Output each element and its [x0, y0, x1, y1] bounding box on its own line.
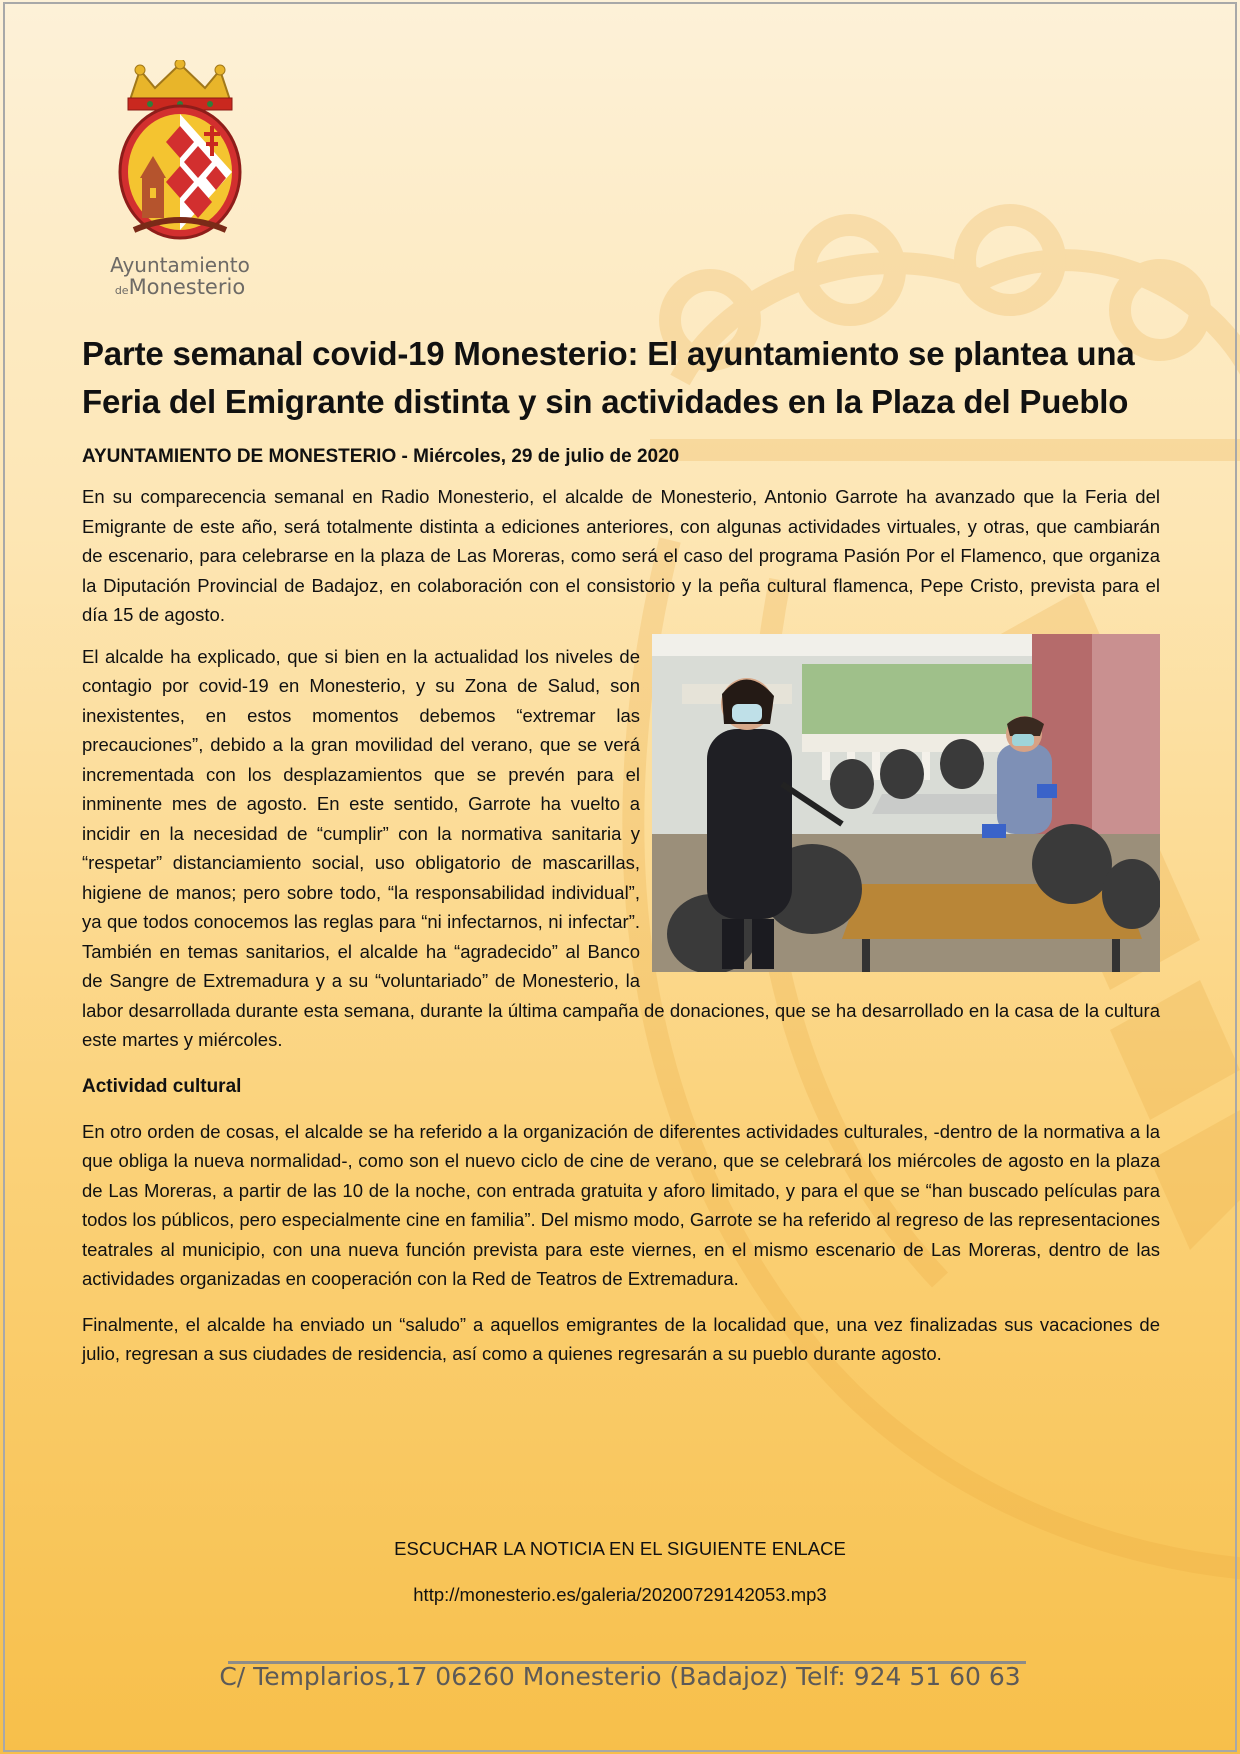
terrace-disinfection-photo [652, 634, 1160, 972]
logo-line-1: Ayuntamiento [110, 253, 250, 277]
listen-label: ESCUCHAR LA NOTICIA EN EL SIGUIENTE ENLACE [394, 1538, 846, 1559]
article-title: Parte semanal covid-19 Monesterio: El ayuntamiento se plantea una Feria del Emigrante distinta y sin actividades en la Plaza del Pueblo [82, 335, 1135, 420]
section-heading-cultural: Actividad cultural [82, 1075, 242, 1097]
coat-of-arms-icon [110, 60, 250, 255]
logo-caption [100, 255, 260, 298]
logo-line-2: de [114, 284, 129, 297]
logo-line-3: Monesterio [128, 275, 246, 299]
paragraph-1: En su comparecencia semanal en Radio Monesterio, el alcalde de Monesterio, Antonio Garrote ha avanzado que la Feria del Emigrante de este año, será totalmente distinta a ediciones anteriores, con algunas actividades virtuales, y otras, que cambiarán de escenario, para celebrarse en la plaza de Las Moreras, como será el caso del programa Pasión Por el Flamenco, que organiza la Diputación Provincial de Badajoz, en colaboración con el consistorio y la peña cultural flamenca, Pepe Cristo, prevista para el día 15 de agosto. [82, 486, 1160, 625]
photo-illustration [652, 634, 1160, 972]
paragraph-3: En otro orden de cosas, el alcalde se ha referido a la organización de diferentes actividades culturales, -dentro de la normativa a la que obliga la nueva normalidad-, como son el nuevo ciclo de cine de verano, que se celebrará los miércoles de agosto en la plaza de Las Moreras, a partir de las 10 de la noche, con entrada gratuita y aforo limitado, y para el que se “han buscado películas para todos los públicos, pero especialmente cine en familia”. Del mismo modo, Garrote se ha referido al regreso de las representaciones teatrales al municipio, con una nueva función prevista para este viernes, en el mismo escenario de Las Moreras, dentro de las actividades organizadas en cooperación con la Red de Teatros de Extremadura. [82, 1120, 1160, 1289]
footer-address: C/ Templarios,17 06260 Monesterio (Badajoz) Telf: 924 51 60 63 [219, 1662, 1021, 1691]
article-body [82, 330, 1160, 1369]
article-byline: AYUNTAMIENTO DE MONESTERIO - Miércoles, 29 de julio de 2020 [82, 446, 680, 467]
audio-link[interactable]: http://monesterio.es/galeria/20200729142053.mp3 [413, 1584, 827, 1605]
paragraph-2: El alcalde ha explicado, que si bien en la actualidad los niveles de contagio por covid-19 en Monesterio, y su Zona de Salud, son inexistentes, en estos momentos debemos “extremar las precauciones”, debido a la gran movilidad del verano, que se verá incrementada con los desplazamientos que se prevén para el inminente mes de agosto. En este sentido, Garrote ha vuelto a incidir en la necesidad de “cumplir” con la normativa sanitaria y “respetar” distanciamiento social, uso obligatorio de mascarillas, higiene de manos; pero sobre todo, “la responsabilidad individual”, ya que todos conocemos las reglas para “ni infectarnos, ni infectar”. También en temas sanitarios, el alcalde ha “agradecido” al Banco de Sangre de Extremadura y a su “voluntariado” de Monesterio, la labor desarrollada durante esta semana, durante la última campaña de donaciones, que se ha desarrollado en la casa de la cultura este martes y miércoles. [82, 645, 1160, 1050]
paragraph-4: Finalmente, el alcalde ha enviado un “saludo” a aquellos emigrantes de la localidad que, una vez finalizadas sus vacaciones de julio, regresan a sus ciudades de residencia, así como a quienes regresarán a su pueblo durante agosto. [82, 1313, 1160, 1364]
municipal-logo [100, 60, 260, 300]
